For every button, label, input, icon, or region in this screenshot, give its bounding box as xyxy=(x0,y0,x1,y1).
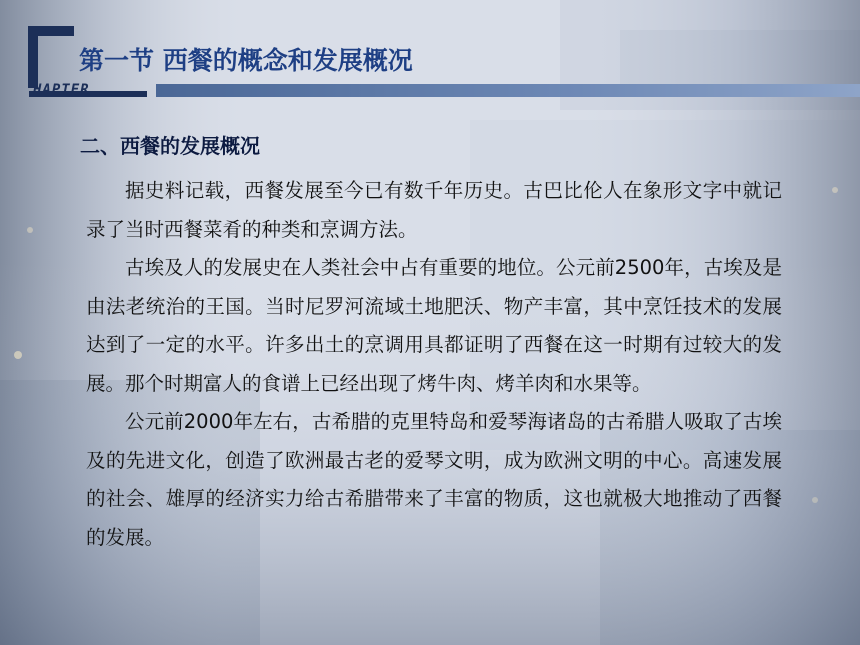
chapter-label: HAPTER xyxy=(33,82,90,98)
paragraph: 公元前2000年左右，古希腊的克里特岛和爱琴海诸岛的古希腊人吸取了古埃及的先进文化，创造了欧洲最古老的爱琴文明，成为欧洲文明的中心。高速发展的社会、雄厚的经济实力给古希腊带来了丰富的物质，这也就极大地推动了西餐的发展。 xyxy=(86,410,782,549)
body-text xyxy=(86,172,782,557)
title-accent-bar xyxy=(156,84,860,97)
page-title: 第一节 西餐的概念和发展概况 xyxy=(79,46,413,75)
paragraph: 据史料记载，西餐发展至今已有数千年历史。古巴比伦人在象形文字中就记录了当时西餐菜肴的种类和烹调方法。 xyxy=(86,179,782,241)
paragraph: 古埃及人的发展史在人类社会中占有重要的地位。公元前2500年，古埃及是由法老统治的王国。当时尼罗河流域土地肥沃、物产丰富，其中烹饪技术的发展达到了一定的水平。许多出土的烹调用具都证明了西餐在这一时期有过较大的发展。那个时期富人的食谱上已经出现了烤牛肉、烤羊肉和水果等。 xyxy=(86,256,782,395)
section-heading: 二、西餐的发展概况 xyxy=(80,134,260,158)
